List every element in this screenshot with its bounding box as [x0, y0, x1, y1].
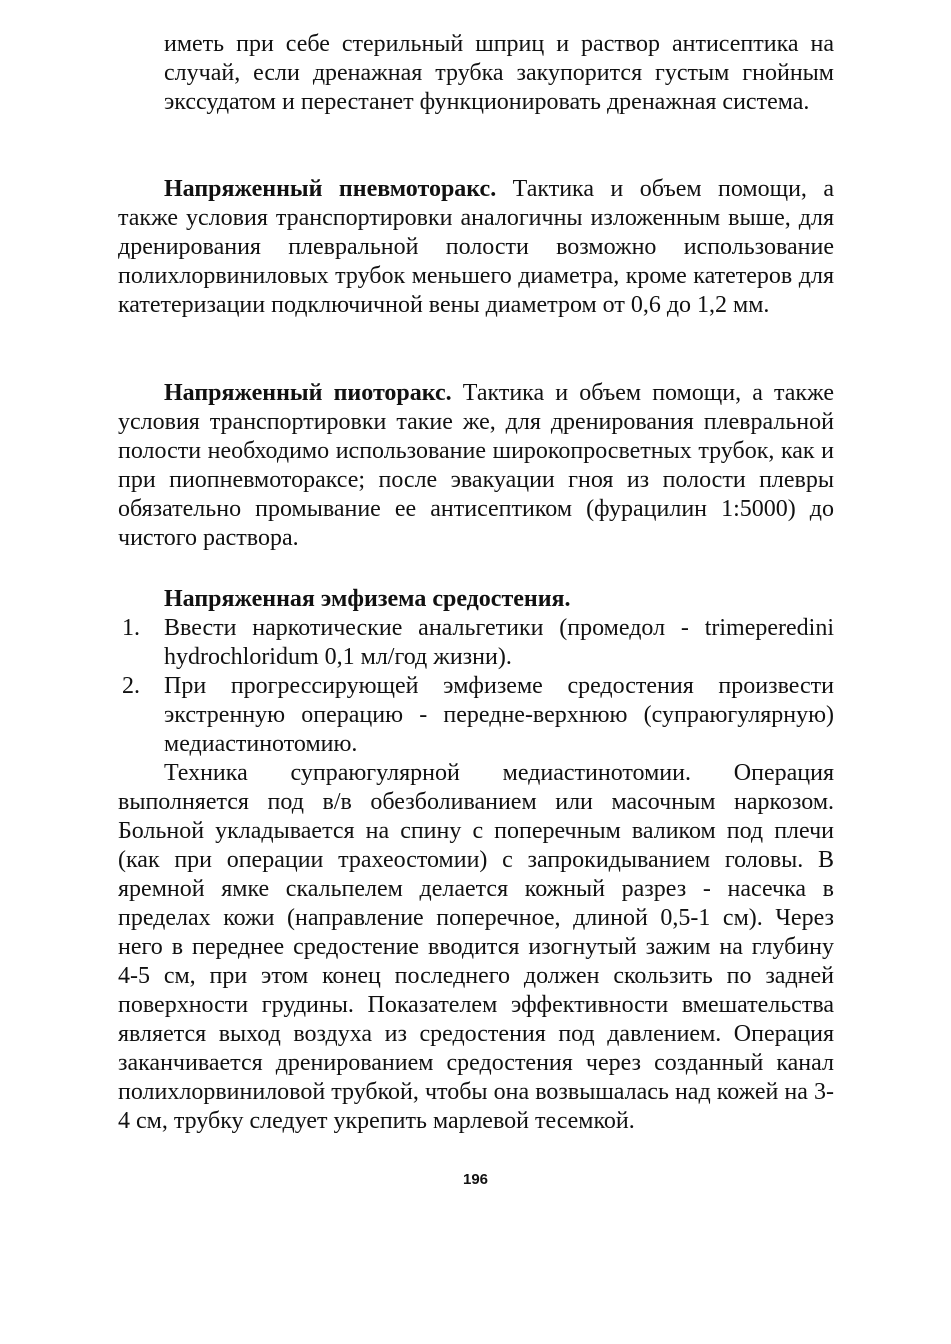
emphysema-heading: Напряженная эмфизема средостения. [164, 586, 571, 612]
list-item-number: 2. [122, 673, 140, 699]
pneumothorax-text: Тактика и объем помощи, а также условия транспортировки аналогичны изложенным выше, для дренирования плевральной полости возможно использование полихлорвиниловых трубок меньшего диаметра, кроме катетеров для катетеризации подключичной вены диаметром от 0,6 до 1,2 мм. [118, 176, 835, 318]
list-item-text: При прогрессирующей эмфиземе средостения произвести экстренную операцию - передне-верхнюю (супраюгулярную) медиастинотомию. [164, 673, 834, 757]
technique-paragraph [118, 759, 834, 1136]
list-item-number: 1. [122, 615, 140, 641]
emphysema-heading-block [118, 585, 834, 614]
list-item-text: Ввести наркотические анальгетики (промедол - trimeperedini hydrochloridum 0,1 мл/год жизни). [164, 615, 834, 670]
list-item [118, 672, 834, 759]
pneumothorax-heading: Напряженный пневмоторакс. [164, 176, 497, 202]
pyothorax-text: Тактика и объем помощи, а также условия транспортировки такие же, для дренирования плевральной полости необходимо использование широкопросветных трубок, как и при пиопневмотораксе; после эвакуации гноя из полости плевры обязательно промывание ее антисептиком (фурацилин 1:5000) до чистого раствора. [118, 380, 834, 551]
pneumothorax-paragraph [118, 175, 834, 320]
page-number: 196 [462, 1171, 489, 1188]
technique-text: Техника супраюгулярной медиастинотомии. Операция выполняется под в/в обезболиванием или масочным наркозом. Больной укладывается на спину с поперечным валиком под плечи (как при операции трахеостомии) с запрокидыванием головы. В яремной ямке скальпелем делается кожный разрез - насечка в пределах кожи (направление поперечное, длиной 0,5-1 см). Через него в переднее средостение вводится изогнутый зажим на глубину 4-5 см, при этом конец последнего должен скользить по задней поверхности грудины. Показателем эффективности вмешательства является выход воздуха из средостения под давлением. Операция заканчивается дренированием средостения через созданный канал полихлорвиниловой трубкой, чтобы она возвышалась над кожей на 3-4 см, трубку следует укрепить марлевой тесемкой. [118, 760, 834, 1134]
pyothorax-heading: Напряженный пиоторакс. [164, 380, 452, 406]
pyothorax-paragraph [118, 379, 834, 553]
continuation-text: иметь при себе стерильный шприц и раствор антисептика на случай, если дренажная трубка закупорится густым гнойным экссудатом и перестанет функционировать дренажная система. [164, 31, 834, 115]
list-item [118, 614, 834, 672]
continuation-paragraph [164, 30, 834, 117]
